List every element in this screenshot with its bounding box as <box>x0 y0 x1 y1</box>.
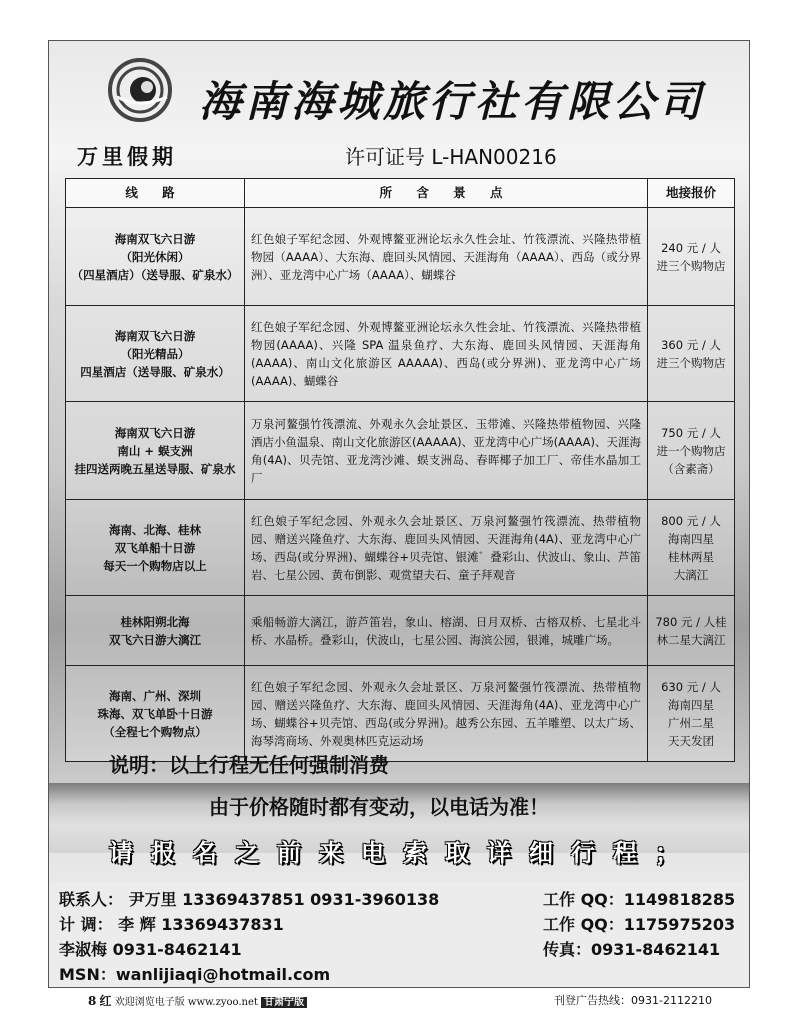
price-cell <box>648 596 735 666</box>
spots-cell: 红色娘子军纪念园、外观博鳌亚洲论坛永久性会址、竹筏漂流、兴隆热带植物园（AAAA）、大东海、鹿回头风情园、天涯海角（AAAA）、西岛（或分界洲）、亚龙湾中心广场（AAAA）、蝴蝶谷 <box>245 208 648 306</box>
route-cell <box>66 666 245 762</box>
route-cell <box>66 208 245 306</box>
spots-cell: 乘船畅游大漓江，游芦笛岩，象山、榕湖、日月双桥、古榕双桥、七星北斗桥、水晶桥。叠彩山，伏波山，七星公园、海滨公园，银滩，城雕广场。 <box>245 596 648 666</box>
table-row <box>66 402 735 500</box>
route-cell <box>66 306 245 402</box>
price-line: 800 元 / 人 <box>661 513 721 528</box>
route-line: 南山 + 蜈支洲 <box>117 443 193 458</box>
company-logo-icon <box>107 57 173 123</box>
header-route: 线 路 <box>66 179 245 208</box>
route-line: 桂林阳朔北海 <box>120 614 190 629</box>
note <box>109 749 389 778</box>
travel-ad <box>48 40 750 988</box>
price-line: 大漓江 <box>673 567 709 582</box>
license-number: 许可证号 L-HAN00216 <box>345 145 557 169</box>
route-line: 珠海、双飞单卧十日游 <box>97 706 213 721</box>
price-change-note: 由于价格随时都有变动，以电话为准！ <box>209 795 549 819</box>
price-line: 进三个购物店 <box>656 258 726 273</box>
fax: 传真：0931-8462141 <box>543 940 721 959</box>
price-line: 进一个购物店 <box>656 443 726 458</box>
price-line: 750 元 / 人 <box>661 425 721 440</box>
route-line: 双飞六日游大漓江 <box>109 632 201 647</box>
route-cell <box>66 402 245 500</box>
contact-line-3: 李淑梅 0931-8462141 <box>59 940 242 959</box>
price-cell <box>648 666 735 762</box>
price-line: 海南四星 <box>668 531 714 546</box>
edition-tag: 甘肃宁版 <box>261 997 307 1008</box>
msn-contact: MSN：wanlijiaqi@hotmail.com <box>59 965 331 984</box>
spots-cell: 红色娘子军纪念园、外观博鳌亚洲论坛永久性会址、竹筏漂流、兴隆热带植物园(AAAA)、兴隆 SPA 温泉鱼疗、大东海、鹿回头风情园、天涯海角(AAAA)、南山文化旅游区 AAAAA)、西岛(或分界洲)、亚龙湾中心广场(AAAA)、蝴蝶谷 <box>245 306 648 402</box>
price-line: 天天发团 <box>668 733 714 748</box>
route-line: 四星酒店（送导服、矿泉水） <box>80 364 230 379</box>
route-line: （四星酒店）（送导服、矿泉水） <box>71 267 239 282</box>
price-line: 630 元 / 人 <box>661 679 721 694</box>
table-row <box>66 500 735 596</box>
table-header-row <box>66 179 735 208</box>
ad-hotline: 刊登广告热线：0931-2112210 <box>554 994 712 1007</box>
signup-banner: 请报名之前来电索取详细行程； <box>109 839 697 867</box>
route-line: 海南、北海、桂林 <box>109 522 201 537</box>
price-cell <box>648 208 735 306</box>
contact-line-1: 联系人： 尹万里 13369437851 0931-3960138 <box>59 890 440 909</box>
contact-panel <box>49 881 749 987</box>
company-name: 海南海城旅行社有限公司 <box>199 77 706 126</box>
table-row <box>66 596 735 666</box>
price-line: 240 元 / 人 <box>661 240 721 255</box>
contact-line-2: 计 调： 李 辉 13369437831 <box>59 915 284 934</box>
route-line: 每天一个购物店以上 <box>103 558 207 573</box>
route-line: （全程七个购物点） <box>103 724 207 739</box>
route-line: （阳光休闲） <box>120 249 190 264</box>
note-title: 说明： <box>109 753 169 777</box>
route-cell <box>66 500 245 596</box>
price-line: 海南四星 <box>668 697 714 712</box>
route-cell <box>66 596 245 666</box>
route-table <box>65 178 735 762</box>
spots-cell: 红色娘子军纪念园、外观永久会址景区、万泉河鳌强竹筏漂流、热带植物园、赠送兴隆鱼疗、大东海、鹿回头风情园、天涯海角(4A)、亚龙湾中心广场、蝴蝶谷+贝壳馆、西岛(或分界洲)。越秀公东园、五羊雕塑、以太广场、海琴湾商场、外观奥林匹克运动场 <box>245 666 648 762</box>
price-line: 360 元 / 人 <box>661 337 721 352</box>
spots-cell: 万泉河鳌强竹筏漂流、外观永久会址景区、玉带滩、兴隆热带植物园、兴隆酒店小鱼温泉、南山文化旅游区(AAAAA)、亚龙湾中心广场(AAAA)、天涯海角(4A)、贝壳馆、亚龙湾沙滩、蜈支洲岛、春晖椰子加工厂、帝佳水晶加工厂 <box>245 402 648 500</box>
price-line: 780 元 / 人桂 <box>655 614 727 629</box>
page-mark: 红 <box>99 994 112 1008</box>
route-line: （阳光精品） <box>120 346 190 361</box>
footer-welcome: 欢迎浏览电子版 www.zyoo.net <box>114 997 258 1008</box>
brand-name: 万里假期 <box>77 145 177 169</box>
route-line: 双飞单船十日游 <box>114 540 196 555</box>
footer-left <box>88 992 307 1009</box>
table-row <box>66 208 735 306</box>
page-number: 8 <box>88 994 97 1008</box>
route-line: 海南双飞六日游 <box>114 425 196 440</box>
note-text: 以上行程无任何强制消费 <box>169 753 389 777</box>
table-row <box>66 306 735 402</box>
price-line: （含素斋） <box>662 461 720 476</box>
route-line: 海南、广州、深圳 <box>109 688 201 703</box>
table-row <box>66 666 735 762</box>
header-spots: 所 含 景 点 <box>245 179 648 208</box>
spots-cell: 红色娘子军纪念园、外观永久会址景区、万泉河鳌强竹筏漂流、热带植物园、赠送兴隆鱼疗、大东海、鹿回头风情园、天涯海角(4A)、亚龙湾中心广场、西岛(或分界洲)、蝴蝶谷+贝壳馆、银滩゛叠彩山、伏波山、象山、芦笛岩、七星公园、黄布倒影、观赏望夫石、童子拜观音 <box>245 500 648 596</box>
price-line: 桂林两星 <box>668 549 714 564</box>
qq-2: 工作 QQ：1175975203 <box>543 915 736 934</box>
route-line: 挂四送两晚五星送导服、矿泉水 <box>74 461 236 476</box>
price-line: 广州二星 <box>668 715 714 730</box>
qq-1: 工作 QQ：1149818285 <box>543 890 736 909</box>
price-cell <box>648 402 735 500</box>
route-line: 海南双飞六日游 <box>114 328 196 343</box>
header-price: 地接报价 <box>648 179 735 208</box>
price-cell <box>648 500 735 596</box>
price-line: 林二星大漓江 <box>656 632 726 647</box>
price-line: 进三个购物店 <box>656 355 726 370</box>
price-cell <box>648 306 735 402</box>
route-line: 海南双飞六日游 <box>114 231 196 246</box>
